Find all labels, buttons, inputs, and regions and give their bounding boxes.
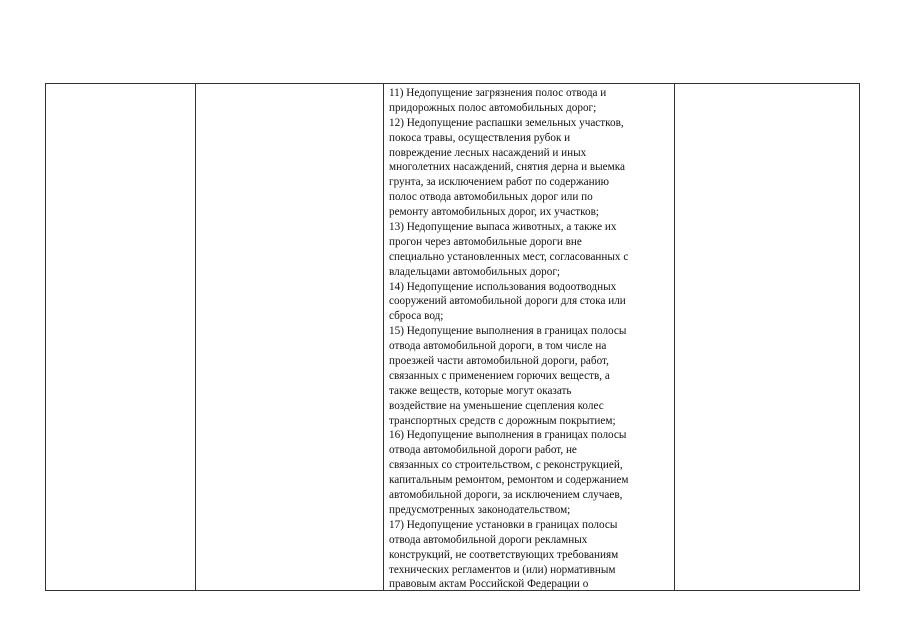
text-line: 11) Недопущение загрязнения полос отвода и [389, 87, 607, 99]
text-line: предусмотренных законодательством; [389, 503, 571, 516]
text-line: 15) Недопущение выполнения в границах полосы [389, 325, 627, 338]
requirements-table [45, 83, 860, 591]
text-line: 16) Недопущение выполнения в границах полосы [389, 429, 627, 442]
table-cell-empty-4 [675, 84, 859, 590]
text-line: покоса травы, осуществления рубок и [389, 131, 571, 144]
text-line: отвода автомобильной дороги рекламных [389, 533, 588, 546]
text-line: владельцами автомобильных дорог; [389, 265, 561, 278]
text-line: 12) Недопущение распашки земельных участков, [389, 116, 624, 129]
text-line: сооружений автомобильной дороги для стока или [389, 295, 626, 308]
table-cell-empty-2 [196, 84, 384, 590]
text-line: 14) Недопущение использования водоотводных [389, 280, 617, 293]
table-cell-requirements [384, 84, 675, 590]
text-line: 13) Недопущение выпаса животных, а также их [389, 221, 617, 234]
text-line: связанных со строительством, с реконструкцией, [389, 459, 623, 472]
text-line: ремонту автомобильных дорог, их участков; [389, 206, 600, 219]
text-line: конструкций, не соответствующих требованиям [389, 548, 619, 561]
text-line: придорожных полос автомобильных дорог; [389, 101, 597, 114]
text-line: также веществ, которые могут оказать [389, 384, 572, 397]
text-line: 17) Недопущение установки в границах полосы [389, 518, 618, 531]
text-line: проезжей части автомобильной дороги, работ, [389, 355, 609, 368]
text-line: полос отвода автомобильных дорог или по [389, 191, 593, 204]
text-line: повреждение лесных насаждений и иных [389, 146, 587, 159]
text-line: автомобильной дороги, за исключением случаев, [389, 489, 623, 502]
text-line: многолетних насаждений, снятия дерна и выемка [389, 161, 625, 174]
text-line: сброса вод; [389, 310, 444, 323]
text-line: отвода автомобильной дороги, в том числе на [389, 340, 607, 353]
text-line: воздействие на уменьшение сцепления колес [389, 399, 604, 412]
text-line: прогон через автомобильные дороги вне [389, 235, 582, 248]
text-line: транспортных средств с дорожным покрытием; [389, 414, 616, 427]
text-line: отвода автомобильной дороги работ, не [389, 444, 577, 457]
text-line: технических регламентов и (или) нормативным [389, 563, 616, 576]
text-line: специально установленных мест, согласованных с [389, 250, 629, 263]
table-cell-empty-1 [46, 84, 196, 590]
text-line: грунта, за исключением работ по содержанию [389, 176, 609, 189]
text-line: правовым актам Российской Федерации о [389, 578, 589, 591]
text-line: капитальным ремонтом, ремонтом и содержанием [389, 474, 629, 487]
requirements-text [389, 86, 671, 592]
text-line: связанных с применением горючих веществ, а [389, 369, 610, 382]
